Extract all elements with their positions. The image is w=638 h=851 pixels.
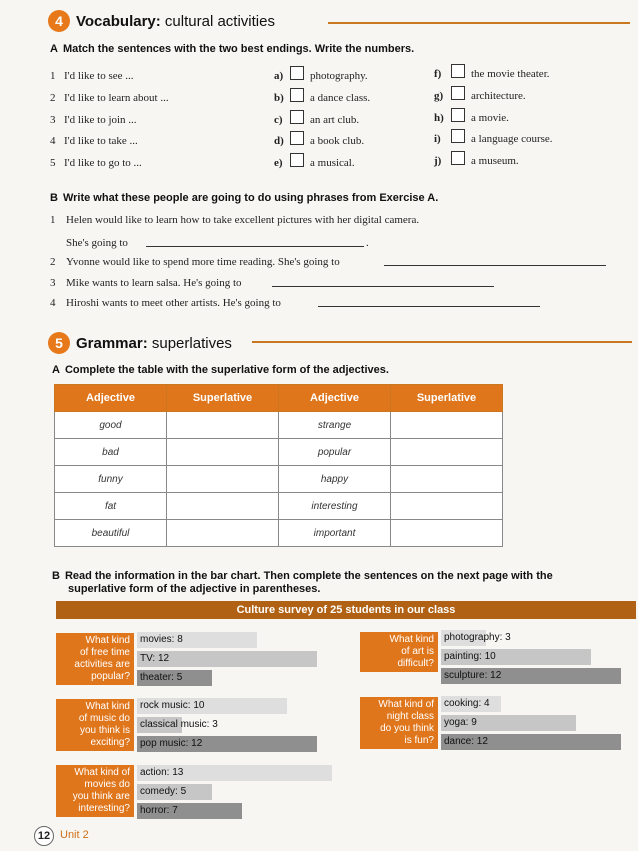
section-5-header xyxy=(48,332,232,354)
answer-box[interactable] xyxy=(290,153,304,167)
ending-text: a museum. xyxy=(471,155,519,167)
question-label xyxy=(360,697,438,749)
instruction-4a: A Match the sentences with the two best endings. Write the numbers. xyxy=(50,43,415,55)
question-label xyxy=(360,632,438,672)
table-row xyxy=(55,493,503,520)
chart-bar: dance: 12 xyxy=(441,734,621,750)
column-header: Adjective xyxy=(279,385,391,412)
column-header: Superlative xyxy=(391,385,503,412)
stem-text: I'd like to go to ... xyxy=(64,157,142,169)
answer-box[interactable] xyxy=(451,108,465,122)
question-line: What kind of xyxy=(74,767,130,778)
answer-line[interactable] xyxy=(146,246,364,247)
question-line: of free time xyxy=(79,647,130,658)
table-row xyxy=(55,439,503,466)
ending-letter: i) xyxy=(434,133,441,145)
ending-text: a musical. xyxy=(310,157,355,169)
unit-label: Unit 2 xyxy=(60,829,89,841)
question-line: activities are xyxy=(74,659,130,670)
adjective-cell: important xyxy=(279,520,391,547)
question-line: interesting? xyxy=(78,803,130,814)
answer-box[interactable] xyxy=(451,64,465,78)
chart-bar: photography: 3 xyxy=(441,630,486,646)
answer-box[interactable] xyxy=(290,66,304,80)
item-number: 2 xyxy=(50,256,56,268)
stem-number: 5 xyxy=(50,157,56,169)
chart-bar: pop music: 12 xyxy=(137,736,317,752)
ending-letter: d) xyxy=(274,135,284,147)
question-label xyxy=(56,699,134,751)
ending-text: an art club. xyxy=(310,114,360,126)
item-text: Yvonne would like to spend more time reading. She's going to xyxy=(66,256,340,268)
superlative-answer-cell[interactable] xyxy=(391,520,503,547)
ending-letter: c) xyxy=(274,114,283,126)
chart-bar: comedy: 5 xyxy=(137,784,212,800)
section-rule xyxy=(328,22,630,24)
item-text: Hiroshi wants to meet other artists. He's going to xyxy=(66,297,281,309)
table-row xyxy=(55,466,503,493)
question-line: you think is xyxy=(79,725,130,736)
adjective-cell: good xyxy=(55,412,167,439)
stem-text: I'd like to learn about ... xyxy=(64,92,169,104)
question-line: What kind of xyxy=(378,699,434,710)
instruction-5a: A Complete the table with the superlative form of the adjectives. xyxy=(52,364,389,376)
chart-bar: TV: 12 xyxy=(137,651,317,667)
chart-bar: cooking: 4 xyxy=(441,696,501,712)
chart-bar: action: 13 xyxy=(137,765,332,781)
section-title: Vocabulary: cultural activities xyxy=(76,12,275,30)
page-number: 12 xyxy=(34,826,54,846)
chart-bar: painting: 10 xyxy=(441,649,591,665)
superlative-answer-cell[interactable] xyxy=(167,466,279,493)
section-4-header xyxy=(48,10,275,32)
superlative-answer-cell[interactable] xyxy=(391,493,503,520)
chart-bar: horror: 7 xyxy=(137,803,242,819)
ending-letter: a) xyxy=(274,70,284,82)
answer-box[interactable] xyxy=(451,129,465,143)
stem-number: 1 xyxy=(50,70,56,82)
chart-bar: sculpture: 12 xyxy=(441,668,621,684)
chart-bar: movies: 8 xyxy=(137,632,257,648)
answer-box[interactable] xyxy=(451,86,465,100)
ending-text: a dance class. xyxy=(310,92,371,104)
answer-box[interactable] xyxy=(290,110,304,124)
adjective-cell: popular xyxy=(279,439,391,466)
stem-text: I'd like to take ... xyxy=(64,135,138,147)
stem-text: I'd like to join ... xyxy=(64,114,137,126)
item-number: 4 xyxy=(50,297,56,309)
stem-number: 3 xyxy=(50,114,56,126)
superlatives-table xyxy=(54,384,503,547)
item-number: 3 xyxy=(50,277,56,289)
superlative-answer-cell[interactable] xyxy=(167,412,279,439)
answer-line[interactable] xyxy=(272,286,494,287)
ending-text: a book club. xyxy=(310,135,365,147)
ending-text: architecture. xyxy=(471,90,526,102)
section-number: 4 xyxy=(48,10,70,32)
ending-text: a movie. xyxy=(471,112,509,124)
superlative-answer-cell[interactable] xyxy=(167,520,279,547)
section-title: Grammar: superlatives xyxy=(76,334,232,352)
stem-number: 2 xyxy=(50,92,56,104)
superlative-answer-cell[interactable] xyxy=(391,439,503,466)
adjective-cell: bad xyxy=(55,439,167,466)
column-header: Superlative xyxy=(167,385,279,412)
adjective-cell: beautiful xyxy=(55,520,167,547)
question-line: night class xyxy=(386,711,434,722)
question-line: you think are xyxy=(72,791,130,802)
question-line: movies do xyxy=(84,779,130,790)
chart-bar: rock music: 10 xyxy=(137,698,287,714)
ending-letter: b) xyxy=(274,92,284,104)
ending-text: a language course. xyxy=(471,133,553,145)
table-row xyxy=(55,412,503,439)
question-line: What kind xyxy=(389,634,434,645)
chart-bar: theater: 5 xyxy=(137,670,212,686)
question-line: What kind xyxy=(85,701,130,712)
superlative-answer-cell[interactable] xyxy=(167,493,279,520)
chart-bar: classical music: 3 xyxy=(137,717,182,733)
question-line: is fun? xyxy=(404,735,434,746)
adjective-cell: strange xyxy=(279,412,391,439)
item-text: Helen would like to learn how to take excellent pictures with her digital camera. xyxy=(66,214,420,226)
ending-letter: h) xyxy=(434,112,444,124)
column-header: Adjective xyxy=(55,385,167,412)
question-line: of art is xyxy=(401,646,434,657)
chart-title: Culture survey of 25 students in our class xyxy=(56,601,636,619)
item-text: Mike wants to learn salsa. He's going to xyxy=(66,277,242,289)
section-rule xyxy=(252,341,632,343)
superlative-answer-cell[interactable] xyxy=(167,439,279,466)
stem-text: I'd like to see ... xyxy=(64,70,134,82)
adjective-cell: happy xyxy=(279,466,391,493)
instruction-5b-line2: superlative form of the adjective in parentheses. xyxy=(68,583,321,595)
adjective-cell: fat xyxy=(55,493,167,520)
adjective-cell: funny xyxy=(55,466,167,493)
superlative-answer-cell[interactable] xyxy=(391,466,503,493)
section-number: 5 xyxy=(48,332,70,354)
item-text: She's going to xyxy=(66,237,128,249)
ending-letter: f) xyxy=(434,68,442,80)
instruction-4b: B Write what these people are going to do using phrases from Exercise A. xyxy=(50,192,439,204)
chart-bar: yoga: 9 xyxy=(441,715,576,731)
answer-line[interactable] xyxy=(384,265,606,266)
instruction-5b: B Read the information in the bar chart. Then complete the sentences on the next page with the xyxy=(52,570,553,582)
question-label xyxy=(56,633,134,685)
table-row xyxy=(55,520,503,547)
answer-box[interactable] xyxy=(290,88,304,102)
superlative-answer-cell[interactable] xyxy=(391,412,503,439)
question-line: exciting? xyxy=(90,737,130,748)
ending-letter: j) xyxy=(434,155,442,167)
question-label xyxy=(56,765,134,817)
answer-box[interactable] xyxy=(451,151,465,165)
question-line: of music do xyxy=(78,713,130,724)
adjective-cell: interesting xyxy=(279,493,391,520)
question-line: difficult? xyxy=(397,658,434,669)
item-number: 1 xyxy=(50,214,56,226)
answer-line[interactable] xyxy=(318,306,540,307)
question-line: What kind xyxy=(85,635,130,646)
ending-letter: g) xyxy=(434,90,444,102)
answer-box[interactable] xyxy=(290,131,304,145)
ending-text: the movie theater. xyxy=(471,68,550,80)
stem-number: 4 xyxy=(50,135,56,147)
ending-letter: e) xyxy=(274,157,283,169)
ending-text: photography. xyxy=(310,70,368,82)
question-line: popular? xyxy=(91,671,130,682)
question-line: do you think xyxy=(380,723,434,734)
